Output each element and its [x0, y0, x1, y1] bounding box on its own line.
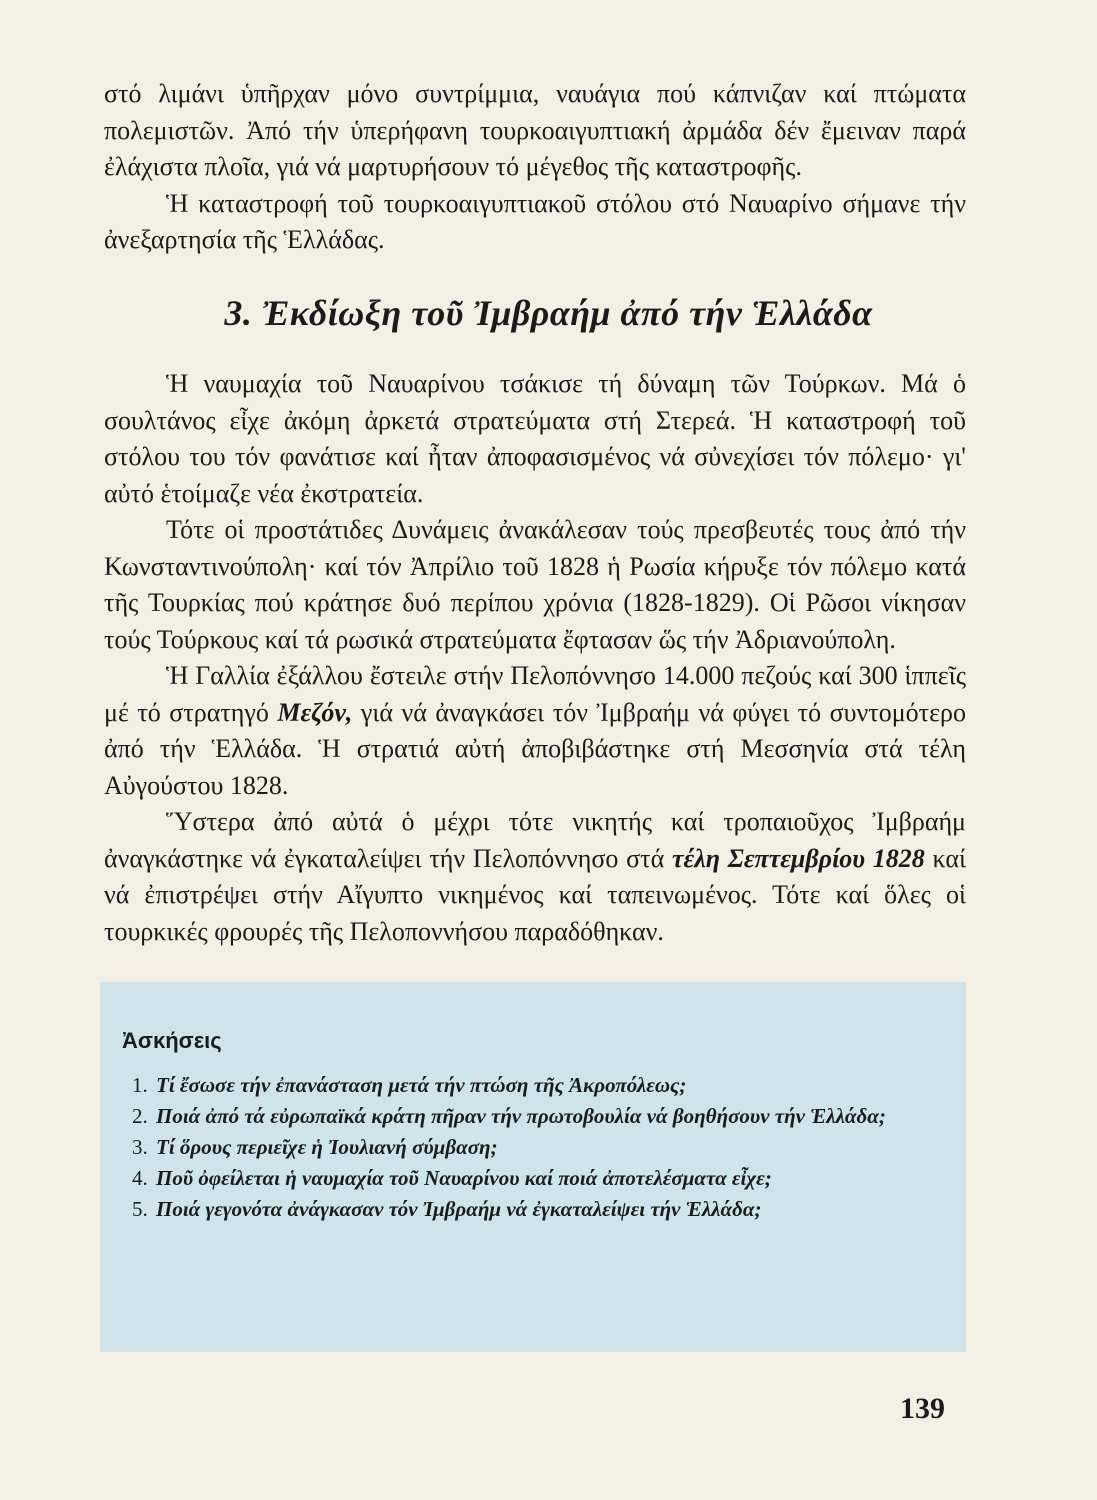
body-paragraph-2: Τότε οἱ προστάτιδες Δυνάμεις ἀνακάλεσαν τούς πρεσβευτές τους ἀπό τήν Κωνσταντινούπολη· καί τόν Ἀπρίλιο τοῦ 1828 ἡ Ρωσία κήρυξε τόν πόλεμο κατά τῆς Τουρκίας πού κράτησε δυό περίπου χρόνια (1828-1829). Οἱ Ρῶσοι νίκησαν τούς Τούρκους καί τά ρωσικά στρατεύματα ἔφτασαν ὥς τήν Ἀδριανούπολη. — [104, 515, 966, 654]
departure-date: τέλη Σεπτεμβρίου 1828 — [671, 843, 925, 873]
exercise-question: Τί ἔσωσε τήν ἐπανάσταση μετά τήν πτώση τῆς Ἀκροπόλεως; — [156, 1073, 687, 1097]
exercise-number: 3. — [132, 1135, 148, 1159]
exercise-question: Ποῦ ὀφείλεται ἡ ναυμαχία τοῦ Ναυαρίνου καί ποιά ἀποτελέσματα εἶχε; — [156, 1166, 772, 1190]
intro-paragraph-2: Ἡ καταστροφή τοῦ τουρκοαιγυπτιακοῦ στόλου στό Ναυαρίνο σήμανε τήν ἀνεξαρτησία τῆς Ἑλλάδας. — [104, 188, 966, 254]
body-paragraph-3-end: γιά νά ἀναγκάσει τόν Ἰμβραήμ νά φύγει τό συντομότερο ἀπό τήν Ἑλλάδα. Ἡ στρατιά αὐτή ἀποβιβάστηκε στή Μεσσηνία στά τέλη Αὐγούστου 1828. — [104, 697, 966, 800]
exercise-question: Ποιά γεγονότα ἀνάγκασαν τόν Ἰμβραήμ νά ἐγκαταλείψει τήν Ἑλλάδα; — [156, 1197, 762, 1221]
body-paragraph-4-start: Ὕστερα ἀπό αὐτά ὁ μέχρι τότε νικητής καί τροπαιοῦχος Ἰμβραήμ ἀναγκάστηκε νά ἐγκαταλείψει τήν Πελοπόννησο στά — [104, 807, 966, 873]
exercises-list — [132, 1070, 932, 1225]
exercise-number: 5. — [132, 1197, 148, 1221]
exercise-number: 2. — [132, 1104, 148, 1128]
body-paragraph-3 — [104, 658, 966, 804]
exercise-item — [132, 1194, 932, 1225]
exercise-question: Ποιά ἀπό τά εὐρωπαϊκά κράτη πῆραν τήν πρωτοβουλία νά βοηθήσουν τήν Ἑλλάδα; — [156, 1104, 886, 1128]
intro-paragraph-1: στό λιμάνι ὑπῆρχαν μόνο συντρίμμια, ναυάγια πού κάπνιζαν καί πτώματα πολεμιστῶν. Ἀπό τήν ὑπερήφανη τουρκοαιγυπτιακή ἀρμάδα δέν ἔμειναν παρά ἐλάχιστα πλοῖα, γιά νά μαρτυρήσουν τό μέγεθος τῆς καταστροφῆς. — [104, 79, 966, 181]
body-paragraph-4 — [104, 804, 966, 950]
general-name: Μεζόν, — [277, 697, 353, 727]
intro-text — [104, 76, 966, 259]
page-number: 139 — [900, 1392, 945, 1425]
exercise-item — [132, 1132, 932, 1163]
section-heading: 3. Ἐκδίωξη τοῦ Ἰμβραήμ ἀπό τήν Ἑλλάδα — [224, 293, 873, 333]
section-body — [104, 366, 966, 950]
exercise-item — [132, 1070, 932, 1101]
body-paragraph-4-end: καί νά ἐπιστρέψει στήν Αἴγυπτο νικημένος καί ταπεινωμένος. Τότε καί ὅλες οἱ τουρκικές φρουρές τῆς Πελοποννήσου παραδόθηκαν. — [104, 843, 966, 946]
exercise-item — [132, 1101, 932, 1132]
exercise-number: 4. — [132, 1166, 148, 1190]
exercise-number: 1. — [132, 1073, 148, 1097]
exercises-title: Ἀσκήσεις — [122, 1028, 222, 1053]
body-paragraph-3-start: Ἡ Γαλλία ἐξάλλου ἔστειλε στήν Πελοπόννησο 14.000 πεζούς καί 300 ἱππεῖς μέ τό στρατηγό — [104, 661, 966, 727]
exercise-item — [132, 1163, 932, 1194]
body-paragraph-1: Ἡ ναυμαχία τοῦ Ναυαρίνου τσάκισε τή δύναμη τῶν Τούρκων. Μά ὁ σουλτάνος εἶχε ἀκόμη ἀρκετά στρατεύματα στή Στερεά. Ἡ καταστροφή τοῦ στόλου του τόν φανάτισε καί ἦταν ἀποφασισμένος νά σὐνεχίσει τόν πόλεμο· γι' αὐτό ἑτοίμαζε νέα ἐκστρατεία. — [104, 369, 966, 508]
exercise-question: Τί ὅρους περιεῖχε ἡ Ἰουλιανή σύμβαση; — [156, 1135, 498, 1159]
